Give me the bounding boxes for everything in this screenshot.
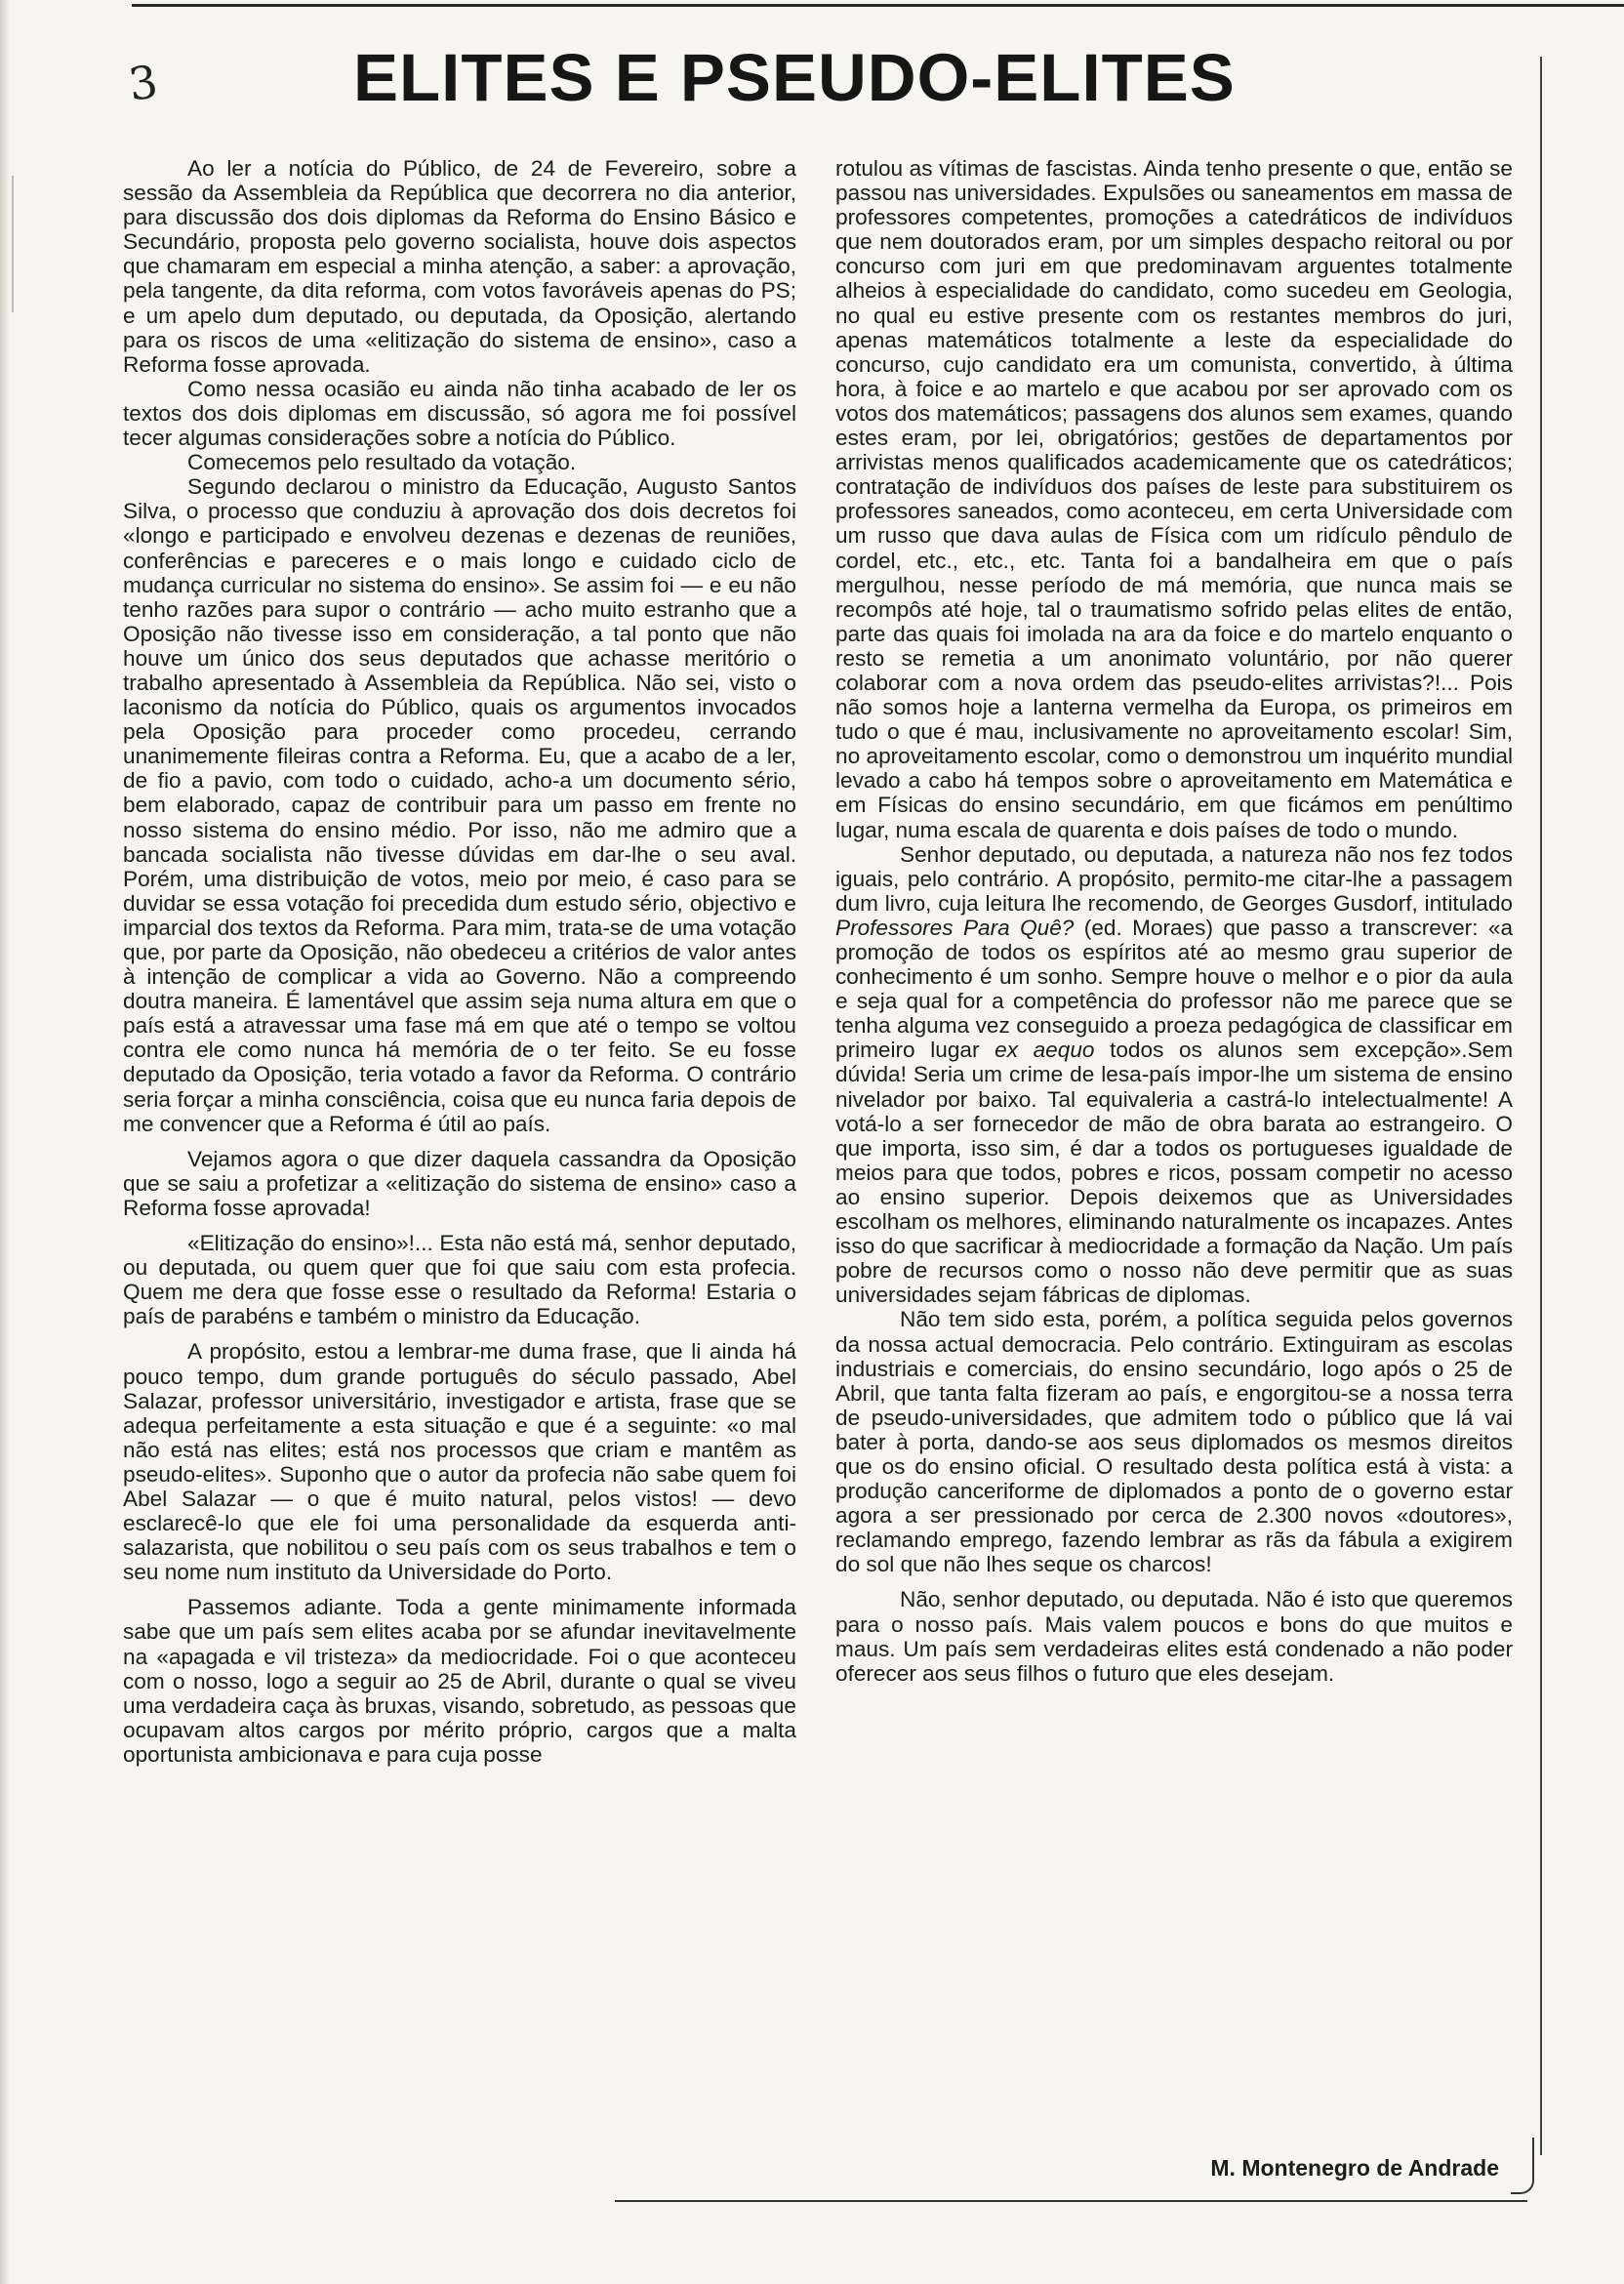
paragraph: «Elitização do ensino»!... Esta não está má, senhor deputado, ou deputada, ou quem quer que foi que saiu com esta profecia. Quem me dera que fosse esse o resultado da Reforma! Estaria o país de parabéns e também o ministro da Educação. <box>123 1231 796 1329</box>
paragraph-text: todos os alunos sem excepção».Sem dúvida! Seria um crime de lesa-país impor-lhe um sistema de ensino nivelador por baixo. Tal equivaleria a castrá-lo intelectualmente! A votá-lo a ser fornecedor de mão de obra barata ao estrangeiro. O que importa, isso sim, é dar a todos os portugueses igualdade de meios para que todos, pobres e ricos, possam competir no acesso ao ensino superior. Depois deixemos que as Universidades escolham os melhores, eliminando naturalmente os incapazes. Antes isso do que sacrificar à mediocridade a formação da Nação. Um país pobre de recursos como o nosso não deve permitir que as suas universidades sejam fábricas de diplomas. <box>835 1038 1514 1308</box>
paragraph: rotulou as vítimas de fascistas. Ainda tenho presente o que, então se passou nas universidades. Expulsões ou saneamentos em massa de professores competentes, promoções a catedráticos de indivíduos que nem doutorados eram, por um simples despacho reitoral ou por concurso com juri em que predominavam arguentes totalmente alheios à especialidade do candidato, como sucedeu em Geologia, no qual eu estive presente com os restantes membros do juri, apenas matemáticos totalmente a leste da especialidade do concurso, cujo candidato era um comunista, convertido, à última hora, à foice e ao martelo e que acabou por ser aprovado com os votos dos matemáticos; passagens dos alunos sem exames, quando estes eram, por lei, obrigatórios; gestões de departamentos por arrivistas menos qualificados academicamente que os catedráticos; contratação de indivíduos dos países de leste para substituirem os professores saneados, como aconteceu, em certa Universidade com um russo que dava aulas de Física com um ridículo pêndulo de cordel, etc., etc., etc. Tanta foi a bandalheira em que o país mergulhou, nesse período de má memória, que nunca mais se recompôs até hoje, tal o traumatismo sofrido pelas elites de então, parte das quais foi imolada na ara da foice e do martelo enquanto o resto se remetia a um anonimato voluntário, por não querer colaborar com a nova ordem das pseudo-elites arrivistas?!... Pois não somos hoje a lanterna vermelha da Europa, os primeiros em tudo o que é mau, inclusivamente no aproveitamento escolar! Sim, no aproveitamento escolar, como o demonstrou um inquérito mundial levado a cabo há tempos sobre o aproveitamento em Matemática e em Físicas do ensino secundário, em que ficámos em penúltimo lugar, numa escala de quarenta e dois países de todo o mundo. <box>835 156 1513 842</box>
paragraph <box>835 842 1513 1308</box>
right-margin-rule <box>1540 57 1542 2155</box>
paragraph-text: Senhor deputado, ou deputada, a natureza não nos fez todos iguais, pelo contrário. A propósito, permito-me citar-lhe a passagem dum livro, cuja leitura lhe recomendo, de Georges Gusdorf, intitulado <box>835 841 1513 916</box>
scan-margin-mark <box>12 176 14 312</box>
page-number: 3 <box>125 55 161 111</box>
paragraph: Comecemos pelo resultado da votação. <box>187 450 577 475</box>
signature-bracket <box>1511 2138 1534 2194</box>
article-column-right <box>835 156 1513 1686</box>
paragraph: Segundo declarou o ministro da Educação, Augusto Santos Silva, o processo que conduziu à aprovação dos dois decretos foi «longo e participado e envolveu dezenas e dezenas de reuniões, conferências e pareceres e o mais longo e cuidado ciclo de mudança curricular no sistema do ensino». Se assim foi — e eu não tenho razões para supor o contrário — acho muito estranho que a Oposição não tivesse isso em consideração, a tal ponto que não houve um único dos seus deputados que achasse meritório o trabalho apresentado à Assembleia da República. Não sei, visto o laconismo da notícia do Público, quais os argumentos invocados pela Oposição para proceder como procedeu, cerrando unanimemente fileiras contra a Reforma. Eu, que a acabo de a ler, de fio a pavio, com todo o cuidado, acho-a um documento sério, bem elaborado, capaz de contribuir para um passo em frente no nosso sistema do ensino médio. Por isso, não me admiro que a bancada socialista não tivesse dúvidas em dar-lhe o seu aval. Porém, uma distribuição de votos, meio por meio, é caso para se duvidar se essa votação foi precedida dum estudo sério, objectivo e imparcial dos textos da Reforma. Para mim, trata-se de uma votação que, por parte da Oposição, não obedeceu a critérios de valor antes à intenção de complicar a vida ao Governo. Não a compreendo doutra maneira. É lamentável que assim seja numa altura em que o país está a atravessar uma fase má em que até o tempo se voltou contra ele como nunca há memória de o ter feito. Se eu fosse deputado da Oposição, teria votado a favor da Reforma. O contrário seria forçar a minha consciência, coisa que eu nunca faria depois de me convencer que a Reforma é útil ao país. <box>123 474 796 1136</box>
paragraph: A propósito, estou a lembrar-me duma frase, que li ainda há pouco tempo, dum grande português do século passado, Abel Salazar, professor universitário, investigador e artista, frase que se adequa perfeitamente a esta situação e que é a seguinte: «o mal não está nas elites; está nos processos que criam e mantêm as pseudo-elites». Suponho que o autor da profecia não sabe quem foi Abel Salazar — o que é muito natural, pelos vistos! — devo esclarecê-lo que ele foi uma personalidade da esquerda anti-salazarista, que nobilitou o seu país com os seus trabalhos e tem o seu nome num instituto da Universidade do Porto. <box>123 1339 796 1585</box>
author-signature: M. Montenegro de Andrade <box>1210 2155 1499 2181</box>
headline: ELITES E PSEUDO-ELITES <box>353 40 1236 115</box>
paragraph-text: (ed. Moraes) que passo a transcrever: «a promoção de todos os espíritos até ao mesmo grau superior de conhecimento é um sonho. Sempre houve o melhor e o pior da aula e seja qual for a competência do professor não me parece que se tenha alguma vez conseguido a proeza pedagógica de classificar em primeiro lugar <box>835 915 1514 1063</box>
paragraph: Vejamos agora o que dizer daquela cassandra da Oposição que se saiu a profetizar a «elitização do sistema de ensino» caso a Reforma fosse aprovada! <box>123 1146 796 1220</box>
article-column-left <box>123 156 796 1767</box>
paragraph: Passemos adiante. Toda a gente minimamente informada sabe que um país sem elites acaba por se afundar inevitavelmente na «apagada e vil tristeza» da mediocridade. Foi o que aconteceu com o nosso, logo a seguir ao 25 de Abril, durante o qual se viveu uma verdadeira caça às bruxas, visando, sobretudo, as pessoas que ocupavam altos cargos por mérito próprio, cargos que a malta oportunista ambicionava e para cuja posse <box>123 1595 796 1767</box>
paragraph: Não tem sido esta, porém, a política seguida pelos governos da nossa actual democracia. Pelo contrário. Extinguiram as escolas industriais e comerciais, do ensino secundário, logo após o 25 de Abril, que tanta falta fizeram ao país, e engorgitou-se a nossa terra de pseudo-universidades, que admitem todo o público que lá vai bater à porta, dando-se aos seus diplomados os mesmos direitos que os do ensino oficial. O resultado desta política está à vista: a produção canceriforme de diplomados a ponto de o governo estar agora a ser pressionado por cerca de 2.300 novos «doutores», reclamando emprego, fazendo lembrar as rãs da fábula a exigirem do sol que não lhes seque os charcos! <box>835 1307 1513 1577</box>
paragraph: Como nessa ocasião eu ainda não tinha acabado de ler os textos dos dois diplomas em discussão, só agora me foi possível tecer algumas considerações sobre a notícia do Público. <box>123 376 796 451</box>
book-title: Professores Para Quê? <box>835 915 1075 940</box>
scan-edge-shadow <box>0 0 10 2284</box>
paragraph: Ao ler a notícia do Público, de 24 de Fevereiro, sobre a sessão da Assembleia da República que decorrera no dia anterior, para discussão dos dois diplomas da Reforma do Ensino Básico e Secundário, proposta pelo governo socialista, houve dois aspectos que chamaram em especial a minha atenção, a saber: a aprovação, pela tangente, da dita reforma, com votos favoráveis apenas do PS; e um apelo dum deputado, ou deputada, da Oposição, alertando para os riscos de uma «elitização do sistema de ensino», caso a Reforma fosse aprovada. <box>123 156 796 377</box>
paragraph: Não, senhor deputado, ou deputada. Não é isto que queremos para o nosso país. Mais valem poucos e bons do que muitos e maus. Um país sem verdadeiras elites está condenado a não poder oferecer aos seus filhos o futuro que eles desejam. <box>835 1587 1513 1686</box>
bottom-rule <box>615 2200 1527 2202</box>
latin-phrase: ex aequo <box>995 1038 1095 1063</box>
top-rule <box>132 4 1624 7</box>
